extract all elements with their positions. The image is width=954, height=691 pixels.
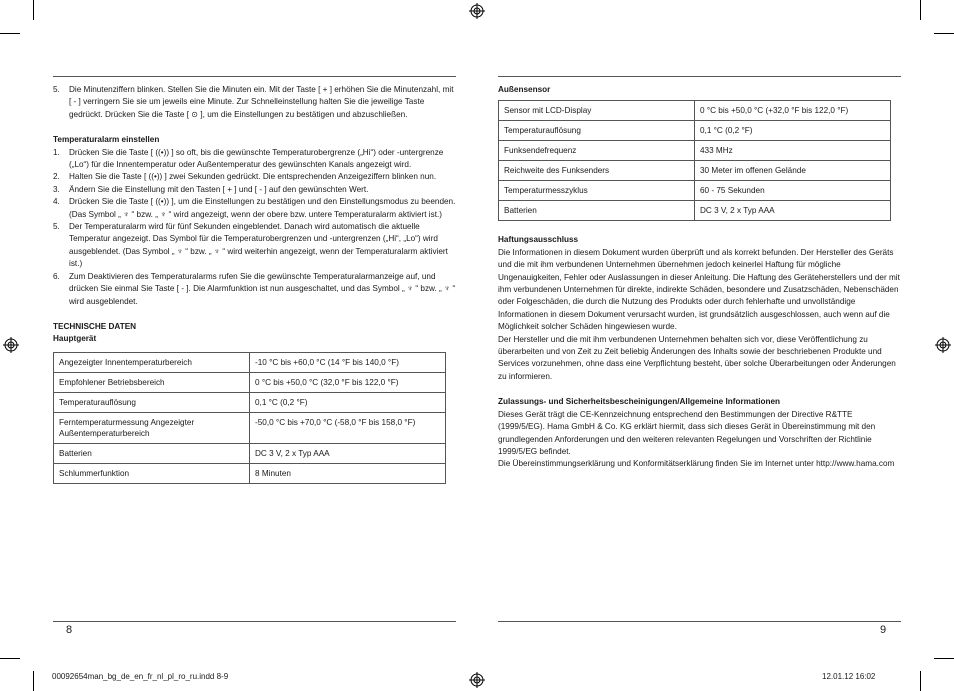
table-label-cell: Batterien (54, 443, 250, 463)
table-row (54, 372, 446, 392)
table-row (499, 101, 891, 121)
crop-mark (0, 658, 20, 659)
footer-datetime: 12.01.12 16:02 (822, 672, 876, 681)
bottom-rule-left (53, 621, 456, 622)
section-heading: Außensensor (498, 85, 551, 94)
table-label-cell: Schlummerfunktion (54, 463, 250, 483)
table-label-cell: Temperaturauflösung (54, 392, 250, 412)
subsection-heading: Hauptgerät (53, 334, 97, 344)
list-text: Der Temperaturalarm wird für fünf Sekunden eingeblendet. Danach wird automatisch die aktuelle Temperatur angezeigt. Das Symbol für die Temperaturobergrenzen und -untergrenzen („Hi“, „Lo“) wird ausgeblendet. (Das Symbol „ ♆ “ bzw. „ ♆ “ wird weiterhin angezeigt, wenn der Temperaturalarm aktiviert ist.) (69, 222, 448, 269)
table-label-cell: Ferntemperaturmessung Angezeigter Außentemperaturbereich (54, 412, 250, 443)
section-heading: Temperaturalarm einstellen (53, 135, 160, 145)
table-row (499, 161, 891, 181)
table-label-cell: Sensor mit LCD-Display (499, 101, 695, 121)
list-text: Ändern Sie die Einstellung mit den Tasten [ + ] und [ - ] auf den gewünschten Wert. (69, 184, 369, 194)
list-number: 1. (53, 147, 60, 157)
crop-mark (920, 0, 921, 20)
table-row (54, 352, 446, 372)
crop-mark (33, 671, 34, 691)
list-item (53, 147, 456, 172)
table-value-cell: 8 Minuten (250, 463, 446, 483)
page-number-right: 9 (880, 624, 887, 636)
list-number: 4. (53, 197, 60, 207)
crop-mark (920, 671, 921, 691)
table-value-cell: 60 - 75 Sekunden (695, 181, 891, 201)
list-text: Halten Sie die Taste [ ((•)) ] zwei Sekunden gedrückt. Die entsprechenden Anzeigeziffern blinken nun. (69, 172, 437, 182)
table-value-cell: DC 3 V, 2 x Typ AAA (250, 443, 446, 463)
table-row (499, 121, 891, 141)
top-rule-right (498, 76, 901, 77)
table-value-cell: -50,0 °C bis +70,0 °C (-58,0 °F bis 158,0 °F) (250, 412, 446, 443)
section-heading: Zulassungs- und Sicherheitsbescheinigungen/Allgemeine Informationen (498, 397, 781, 407)
table-value-cell: 0,1 °C (0,2 °F) (695, 121, 891, 141)
table-value-cell: 0,1 °C (0,2 °F) (250, 392, 446, 412)
list-text: Die Minutenziffern blinken. Stellen Sie die Minuten ein. Mit der Taste [ + ] erhöhen Sie die Minutenzahl, mit [ - ] verringern Sie sie um jeweils eine Minute. Zur Schnelleinstellung halten Sie die jeweilige Taste gedrückt. Drücken Sie die Taste [ ⊙ ], um die Einstellungen zu bestätigen und abzuschließen. (69, 85, 454, 119)
table-value-cell: 433 MHz (695, 141, 891, 161)
table-row (54, 443, 446, 463)
table-row (499, 201, 891, 221)
table-label-cell: Temperaturauflösung (499, 121, 695, 141)
top-rule-left (53, 76, 456, 77)
sensor-table (498, 100, 891, 221)
list-item (53, 171, 456, 183)
registration-mark-icon (935, 337, 951, 353)
list-text: Zum Deaktivieren des Temperaturalarms rufen Sie die gewünschte Temperaturalarmanzeige auf, und drücken Sie einmal Sie Taste [ - ]. Die Alarmfunktion ist nun ausgeschaltet, und das Symbol „ ♆ “ bzw. „ ♆ “ wird ausgeblendet. (69, 271, 456, 306)
footer-filename: 00092654man_bg_de_en_fr_nl_pl_ro_ru.indd 8-9 (52, 672, 229, 681)
crop-mark (934, 658, 954, 659)
table-value-cell: 0 °C bis +50,0 °C (32,0 °F bis 122,0 °F) (250, 372, 446, 392)
crop-mark (0, 33, 20, 34)
main-unit-table (53, 352, 446, 484)
table-row (54, 392, 446, 412)
list-number: 2. (53, 172, 60, 182)
list-number: 6. (53, 271, 60, 281)
table-value-cell: DC 3 V, 2 x Typ AAA (695, 201, 891, 221)
list-number: 5. (53, 222, 60, 232)
list-text: Drücken Sie die Taste [ ((•)) ], um die Einstellungen zu bestätigen und den Einstellungsmodus zu beenden. (Das Symbol „ ♆ “ bzw. „ ♆ “ wird angezeigt, wenn der obere bzw. untere Temperaturalarm aktiviert ist.) (69, 197, 456, 219)
section-heading: TECHNISCHE DATEN (53, 321, 137, 331)
table-row (54, 463, 446, 483)
list-item (53, 184, 456, 196)
table-label-cell: Temperaturmesszyklus (499, 181, 695, 201)
table-label-cell: Reichweite des Funksenders (499, 161, 695, 181)
table-value-cell: -10 °C bis +60,0 °C (14 °F bis 140,0 °F) (250, 352, 446, 372)
list-number: 5. (53, 85, 60, 94)
table-row (499, 141, 891, 161)
table-row (54, 412, 446, 443)
registration-mark-icon (469, 3, 485, 19)
alarm-steps-list (53, 147, 456, 308)
table-label-cell: Angezeigter Innentemperaturbereich (54, 352, 250, 372)
table-label-cell: Batterien (499, 201, 695, 221)
list-item (53, 221, 456, 271)
list-item (53, 84, 456, 121)
paragraph: Dieses Gerät trägt die CE-Kennzeichnung entsprechend den Bestimmungen der Directive R&TTE (1999/5/EG). Hama GmbH & Co. KG erklärt hiermit, dass sich dieses Gerät in Übereinstimmung mit den grundlegenden Anforderungen und den weiteren relevanten Regelungen und Vorschriften der Richtlinie 1999/5/EG befindet. (498, 409, 876, 456)
table-label-cell: Empfohlener Betriebsbereich (54, 372, 250, 392)
registration-mark-icon (3, 337, 19, 353)
crop-mark (934, 33, 954, 34)
page-number-left: 8 (66, 624, 73, 636)
table-value-cell: 0 °C bis +50,0 °C (+32,0 °F bis 122,0 °F) (695, 101, 891, 121)
paragraph: Der Hersteller und die mit ihm verbundenen Unternehmen behalten sich vor, diese Veröffentlichung zu überarbeiten und von Zeit zu Zeit beliebig Änderungen des Inhalts sowie der beschriebenen Produkte und Services vorzunehmen, ohne dass eine Verpflichtung besteht, über solche Überarbeitungen oder Änderungen zu informieren. (498, 334, 896, 381)
right-column (498, 84, 901, 471)
list-text: Drücken Sie die Taste [ ((•)) ] so oft, bis die gewünschte Temperaturobergrenze („Hi“) oder -untergrenze („Lo“) für die Innentemperatur oder Außentemperatur des gewünschten Kanals angezeigt wird. (69, 147, 444, 170)
left-column (53, 84, 456, 484)
list-item (53, 271, 456, 308)
paragraph: Die Informationen in diesem Dokument wurden überprüft und als korrekt befunden. Der Hersteller des Geräts und die mit ihm verbundenen Unternehmen übernehmen jedoch keinerlei Haftung für mögliche Ungenauigkeiten, Fehler oder Auslassungen in dieser Anleitung. Die Haftung des Geräteherstellers und der mit ihm verbundenen Unternehmen für direkte, indirekte Schäden, besondere und Zusatzschäden, Nebenschäden oder Folgeschäden, die durch die Nutzung des Produkts oder durch fehlerhafte und unvollständige Informationen in diesem Dokument verursacht wurden, ist grundsätzlich ausgeschlossen, auch wenn auf die Möglichkeit solcher Schäden hingewiesen wurde. (498, 247, 900, 332)
table-value-cell: 30 Meter im offenen Gelände (695, 161, 891, 181)
list-item (53, 196, 456, 221)
table-label-cell: Funksendefrequenz (499, 141, 695, 161)
crop-mark (33, 0, 34, 20)
registration-mark-icon (469, 672, 485, 688)
list-number: 3. (53, 184, 60, 194)
paragraph: Die Übereinstimmungserklärung und Konformitätserklärung finden Sie im Internet unter http://www.hama.com (498, 459, 895, 469)
table-row (499, 181, 891, 201)
bottom-rule-right (498, 621, 901, 622)
section-heading: Haftungsausschluss (498, 235, 579, 245)
